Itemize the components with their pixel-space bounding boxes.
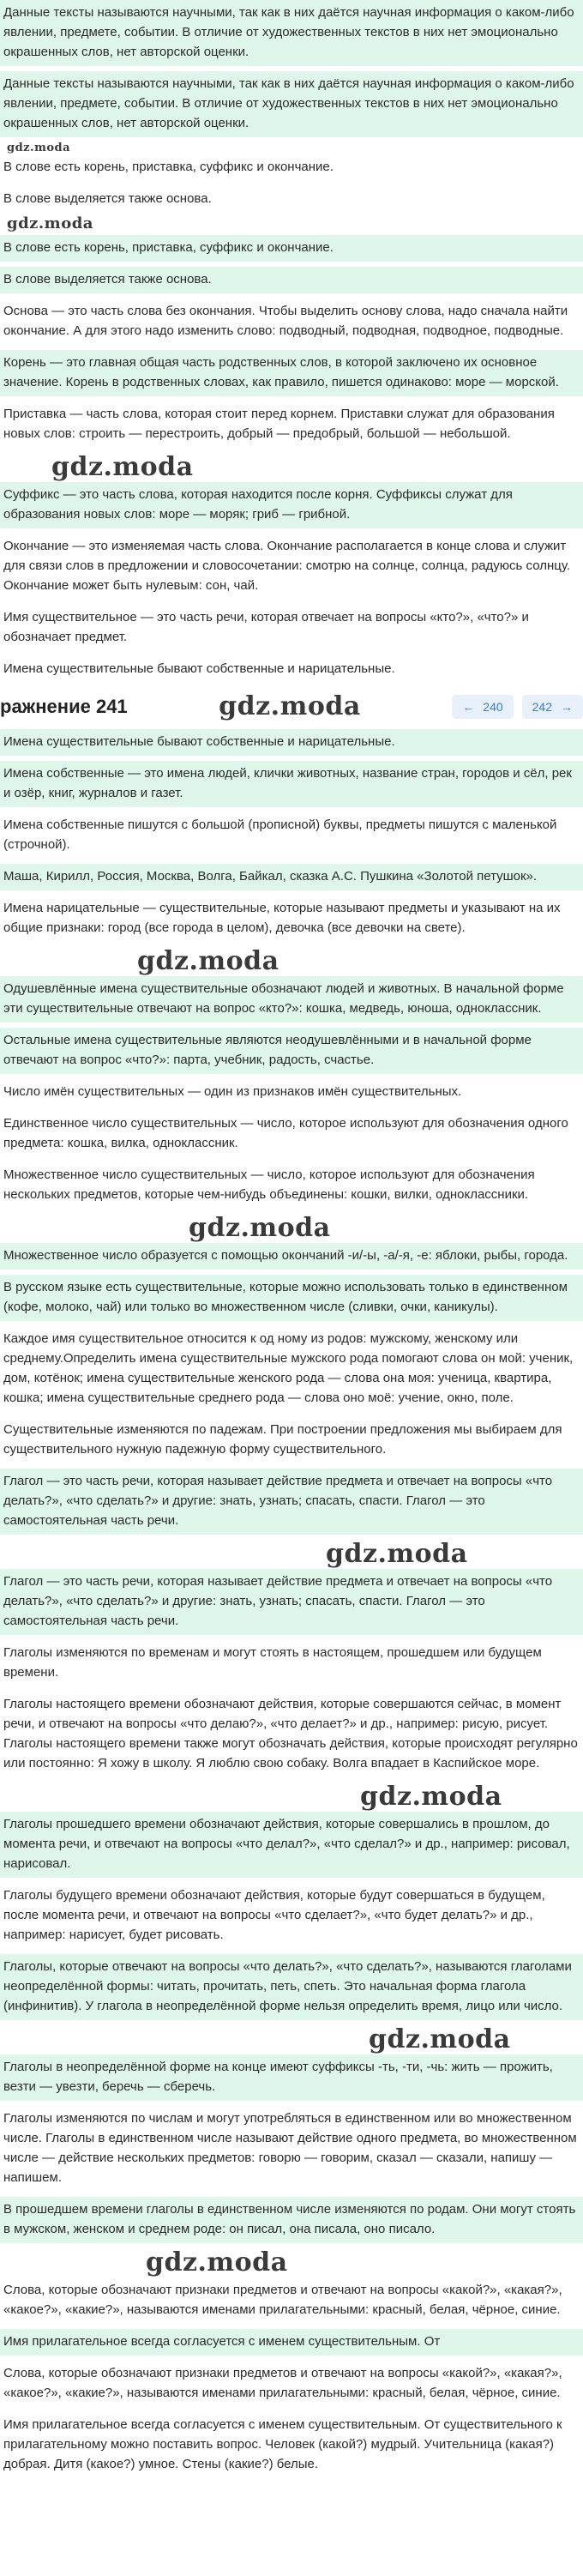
- paragraph: Число имён существительных — один из признаков имён существительных.: [3, 1084, 462, 1099]
- paragraph: В слове есть корень, приставка, суффикс и окончание.: [0, 235, 583, 262]
- paragraph: Имена собственные пишутся с большой (прописной) буквы, предметы пишутся с маленькой (строчной).: [3, 817, 557, 852]
- paragraph: Суффикс — это часть слова, которая находится после корня. Суффиксы служат для образования новых слов: море — моряк; гриб — грибной.: [0, 482, 583, 528]
- paragraph: Окончание — это изменяемая часть слова. Окончание располагается в конце слова и служит для связи слов в предложении и словосочетании: смотрю на солнце, солнца, радуюсь солнцу. Окончание может быть нулевым: сон, чай.: [3, 539, 570, 593]
- paragraph: Данные тексты называются научными, так как в них даётся научная информация о каком-либо явлении, предмете, событии. В отличие от художественных текстов в них нет эмоционально окрашенных слов, нет авторской оценки.: [0, 0, 583, 66]
- paragraph: Корень — это главная общая часть родственных слов, в которой заключено их основное значение. Корень в родственных словах, как правило, пишется одинаково: море — морской.: [0, 350, 583, 396]
- paragraph: Имя существительное — это часть речи, которая отвечает на вопросы «кто?», «что?» и обозначает предмет.: [3, 610, 529, 644]
- paragraph: Одушевлённые имена существительные обозначают людей и животных. В начальной форме эти существительные отвечают на вопрос «кто?»: кошка, медведь, юноша, одноклассник.: [0, 976, 583, 1023]
- paragraph: Глаголы настоящего времени обозначают действия, которые совершаются сейчас, в момент речи, и отвечают на вопросы «что делаю?», «что делает?» и др., например: рисую, рисует. Глаголы настоящего времени также могут обозначать действия, которые происходят регулярно или постоянно: Я хожу в школу. Я люблю свою собаку. Волга впадает в Каспийское море.: [3, 1697, 578, 1771]
- paragraph: Данные тексты называются научными, так как в них даётся научная информация о каком-либо явлении, предмете, событии. В отличие от художественных текстов в них нет эмоционально окрашенных слов, нет авторской оценки.: [0, 71, 583, 137]
- watermark: gdz.moda: [51, 452, 194, 482]
- arrow-right-icon: →: [561, 700, 573, 714]
- paragraph: Глаголы изменяются по числам и могут употребляться в единственном или во множественном числе. Глаголы в единственном числе называют действие одного предмета, во множественном числе — действие нескольких предметов: говорю — говорим, сказал — сказали, напишу — напишем.: [3, 2111, 577, 2185]
- paragraph: В слове выделяется также основа.: [0, 267, 583, 293]
- watermark: gdz.moda: [189, 1213, 331, 1243]
- paragraph: Слова, которые обозначают признаки предметов и отвечают на вопросы «какой?», «какая?», «какое?», «какие?», называются именами прилагательными: красный, белая, чёрное, синие.: [3, 2283, 562, 2317]
- exercise-nav: [452, 695, 583, 719]
- paragraph: Глаголы изменяются по временам и могут стоять в настоящем, прошедшем или будущем времени.: [3, 1645, 542, 1680]
- next-exercise-label: 242: [532, 700, 552, 714]
- paragraph: Имена собственные — это имена людей, клички животных, название стран, городов и сёл, рек и озёр, книг, журналов и газет.: [0, 761, 583, 807]
- paragraph: Глагол — это часть речи, которая называет действие предмета и отвечает на вопросы «что делать?», «что сделать?» и другие: знать, узнать; спасать, спасти. Глагол — это самостоятельная часть речи.: [0, 1569, 583, 1635]
- paragraph: Маша, Кирилл, Россия, Москва, Волга, Байкал, сказка А.С. Пушкина «Золотой петушок».: [0, 864, 583, 890]
- paragraph: Имена существительные бывают собственные и нарицательные.: [3, 661, 395, 676]
- paragraph: Имена существительные бывают собственные и нарицательные.: [0, 729, 583, 756]
- watermark: gdz.moda: [360, 1782, 502, 1812]
- watermark: gdz.moda: [369, 2024, 511, 2054]
- watermark: gdz.moda: [326, 1539, 468, 1569]
- paragraph: Существительные изменяются по падежам. При построении предложения мы выбираем для существительного нужную падежную форму существительного.: [3, 1422, 562, 1457]
- paragraph: Множественное число образуется с помощью окончаний -и/-ы, -а/-я, -е: яблоки, рыбы, города.: [0, 1243, 583, 1270]
- paragraph: Единственное число существительных — число, которое используют для обозначения одного предмета: кошка, вилка, одноклассник.: [3, 1116, 568, 1150]
- prev-exercise-button[interactable]: [452, 695, 513, 719]
- paragraph: Имя прилагательное всегда согласуется с именем существительным. От: [0, 2329, 583, 2356]
- paragraph: Глаголы прошедшего времени обозначают действия, которые совершались в прошлом, до момента речи, и отвечают на вопросы «что делал?», «что сделал?» и др., например: рисовал, нарисовал.: [0, 1812, 583, 1878]
- exercise-title: ражнение 241: [0, 696, 128, 717]
- paragraph: Имя прилагательное всегда согласуется с именем существительным. От существительного к прилагательному можно поставить вопрос. Человек (какой?) мудрый. Учительница (какая?) добрая. Дитя (какое?) умное. Стены (какие?) белые.: [3, 2417, 562, 2471]
- watermark: gdz.moda: [7, 142, 71, 154]
- paragraph: Множественное число существительных — число, которое используют для обозначения нескольких предметов, которые чем-нибудь объединены: кошки, вилки, одноклассники.: [3, 1167, 535, 1202]
- paragraph: Глаголы в неопределённой форме на конце имеют суффиксы -ть, -ти, -чь: жить — прожить, везти — увезти, беречь — сберечь.: [0, 2054, 583, 2101]
- paragraph: В слове выделяется также основа.: [3, 191, 212, 206]
- next-exercise-button[interactable]: [522, 695, 583, 719]
- arrow-left-icon: ←: [462, 700, 475, 714]
- watermark: gdz.moda: [219, 691, 361, 721]
- paragraph: Глаголы, которые отвечают на вопросы «что делать?», «что сделать?», называются глаголами неопределённой формы: читать, прочитать, петь, спеть. Это начальная форма глагола (инфинитив). У глагола в неопределённой форме нельзя определить время, лицо или число.: [0, 1954, 583, 2020]
- paragraph: Глаголы будущего времени обозначают действия, которые будут совершаться в будущем, после момента речи, и отвечают на вопросы «что сделает?», «что будет делать?» и др., например: нарисует, будет рисовать.: [3, 1888, 545, 1942]
- watermark: gdz.moda: [146, 2247, 288, 2277]
- paragraph: Каждое имя существительное относится к од ному из родов: мужскому, женскому или среднему.Определить имена существительные мужского рода помогают слова он мой: ученик, дом, котёнок; имена существительные женского рода — слова она моя: ученица, квартира, кошка; имена существительные среднего рода — слова оно моё: учение, окно, поле.: [3, 1331, 574, 1405]
- paragraph: Основа — это часть слова без окончания. Чтобы выделить основу слова, надо сначала найти окончание. А для этого надо изменить слово: подводный, подводная, подводное, подводные.: [3, 304, 568, 338]
- watermark: gdz.moda: [137, 946, 279, 976]
- paragraph: В прошедшем времени глаголы в единственном числе изменяются по родам. Они могут стоять в мужском, женском и среднем роде: он писал, она писала, оно писало.: [0, 2197, 583, 2243]
- exercise-header: [0, 688, 583, 726]
- paragraph: Имена нарицательные — существительные, которые называют предметы и указывают на их общие признаки: город (все города в целом), девочка (все девочки на свете).: [3, 901, 561, 935]
- paragraph: В слове есть корень, приставка, суффикс и окончание.: [3, 160, 334, 174]
- paragraph: Слова, которые обозначают признаки предметов и отвечают на вопросы «какой?», «какая?», «какое?», «какие?», называются именами прилагательными: красный, белая, чёрное, синие.: [3, 2366, 562, 2400]
- prev-exercise-label: 240: [483, 700, 503, 714]
- paragraph: В русском языке есть существительные, которые можно использовать только в единственном (кофе, молоко, чай) или только во множественном числе (сливки, очки, каникулы).: [0, 1275, 583, 1321]
- paragraph: Глагол — это часть речи, которая называет действие предмета и отвечает на вопросы «что делать?», «что сделать?» и другие: знать, узнать; спасать, спасти. Глагол — это самостоятельная часть речи.: [0, 1469, 583, 1535]
- watermark: gdz.moda: [7, 214, 93, 232]
- paragraph: Остальные имена существительные являются неодушевлёнными и в начальной форме отвечают на вопрос «что?»: парта, учебник, радость, счастье.: [0, 1028, 583, 1074]
- paragraph: Приставка — часть слова, которая стоит перед корнем. Приставки служат для образования новых слов: строить — перестроить, добрый — предобрый, большой — небольшой.: [3, 407, 555, 441]
